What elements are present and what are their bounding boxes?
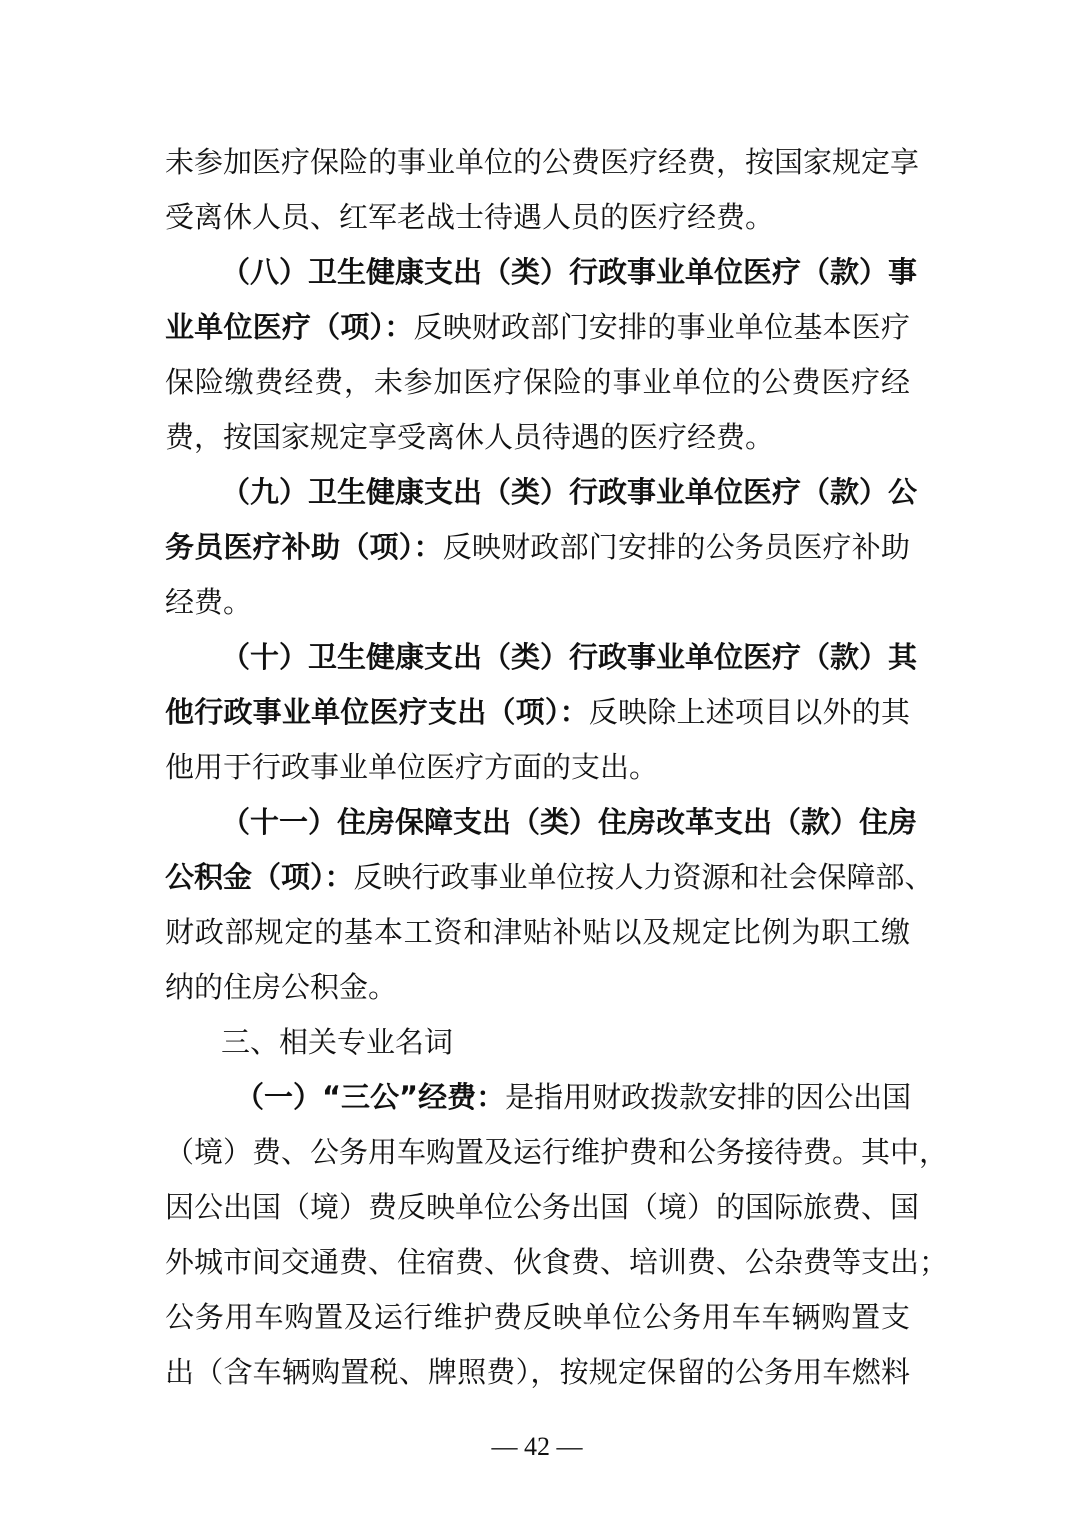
section-heading-line: （九）卫生健康支出（类）行政事业单位医疗（款）公: [221, 475, 918, 509]
body-line: 未参加医疗保险的事业单位的公费医疗经费，按国家规定享: [165, 145, 920, 179]
body-line: 公积金（项）：反映行政事业单位按人力资源和社会保障部、: [165, 860, 934, 894]
section-heading-line: （十一）住房保障支出（类）住房改革支出（款）住房: [221, 805, 918, 839]
body-line: 公务用车购置及运行维护费反映单位公务用车车辆购置支: [165, 1300, 910, 1334]
chapter-heading: 三、相关专业名词: [221, 1025, 454, 1059]
body-line: 因公出国（境）费反映单位公务出国（境）的国际旅费、国: [165, 1190, 920, 1224]
body-line: 费，按国家规定享受离休人员待遇的医疗经费。: [165, 420, 775, 454]
section-heading-line: （一）“三公”经费：是指用财政拨款安排的因公出国: [235, 1080, 912, 1114]
section-heading-line: （八）卫生健康支出（类）行政事业单位医疗（款）事: [221, 255, 918, 289]
body-line: （境）费、公务用车购置及运行维护费和公务接待费。其中，: [165, 1135, 949, 1169]
body-line: 财政部规定的基本工资和津贴补贴以及规定比例为职工缴: [165, 915, 910, 949]
body-line: 外城市间交通费、住宿费、伙食费、培训费、公杂费等支出；: [165, 1245, 949, 1279]
page-number: — 42 —: [491, 1432, 583, 1461]
body-line: 他用于行政事业单位医疗方面的支出。: [165, 750, 659, 784]
body-line: 经费。: [165, 585, 253, 619]
section-heading-line: （十）卫生健康支出（类）行政事业单位医疗（款）其: [221, 640, 918, 674]
body-line: 他行政事业单位医疗支出（项）：反映除上述项目以外的其: [165, 695, 910, 729]
body-line: 务员医疗补助（项）：反映财政部门安排的公务员医疗补助: [165, 530, 910, 564]
body-line: 业单位医疗（项）：反映财政部门安排的事业单位基本医疗: [165, 310, 910, 344]
body-line: 出（含车辆购置税、牌照费），按规定保留的公务用车燃料: [165, 1355, 910, 1389]
body-line: 保险缴费经费，未参加医疗保险的事业单位的公费医疗经: [165, 365, 910, 399]
body-line: 受离休人员、红军老战士待遇人员的医疗经费。: [165, 200, 775, 234]
body-line: 纳的住房公积金。: [165, 970, 398, 1004]
